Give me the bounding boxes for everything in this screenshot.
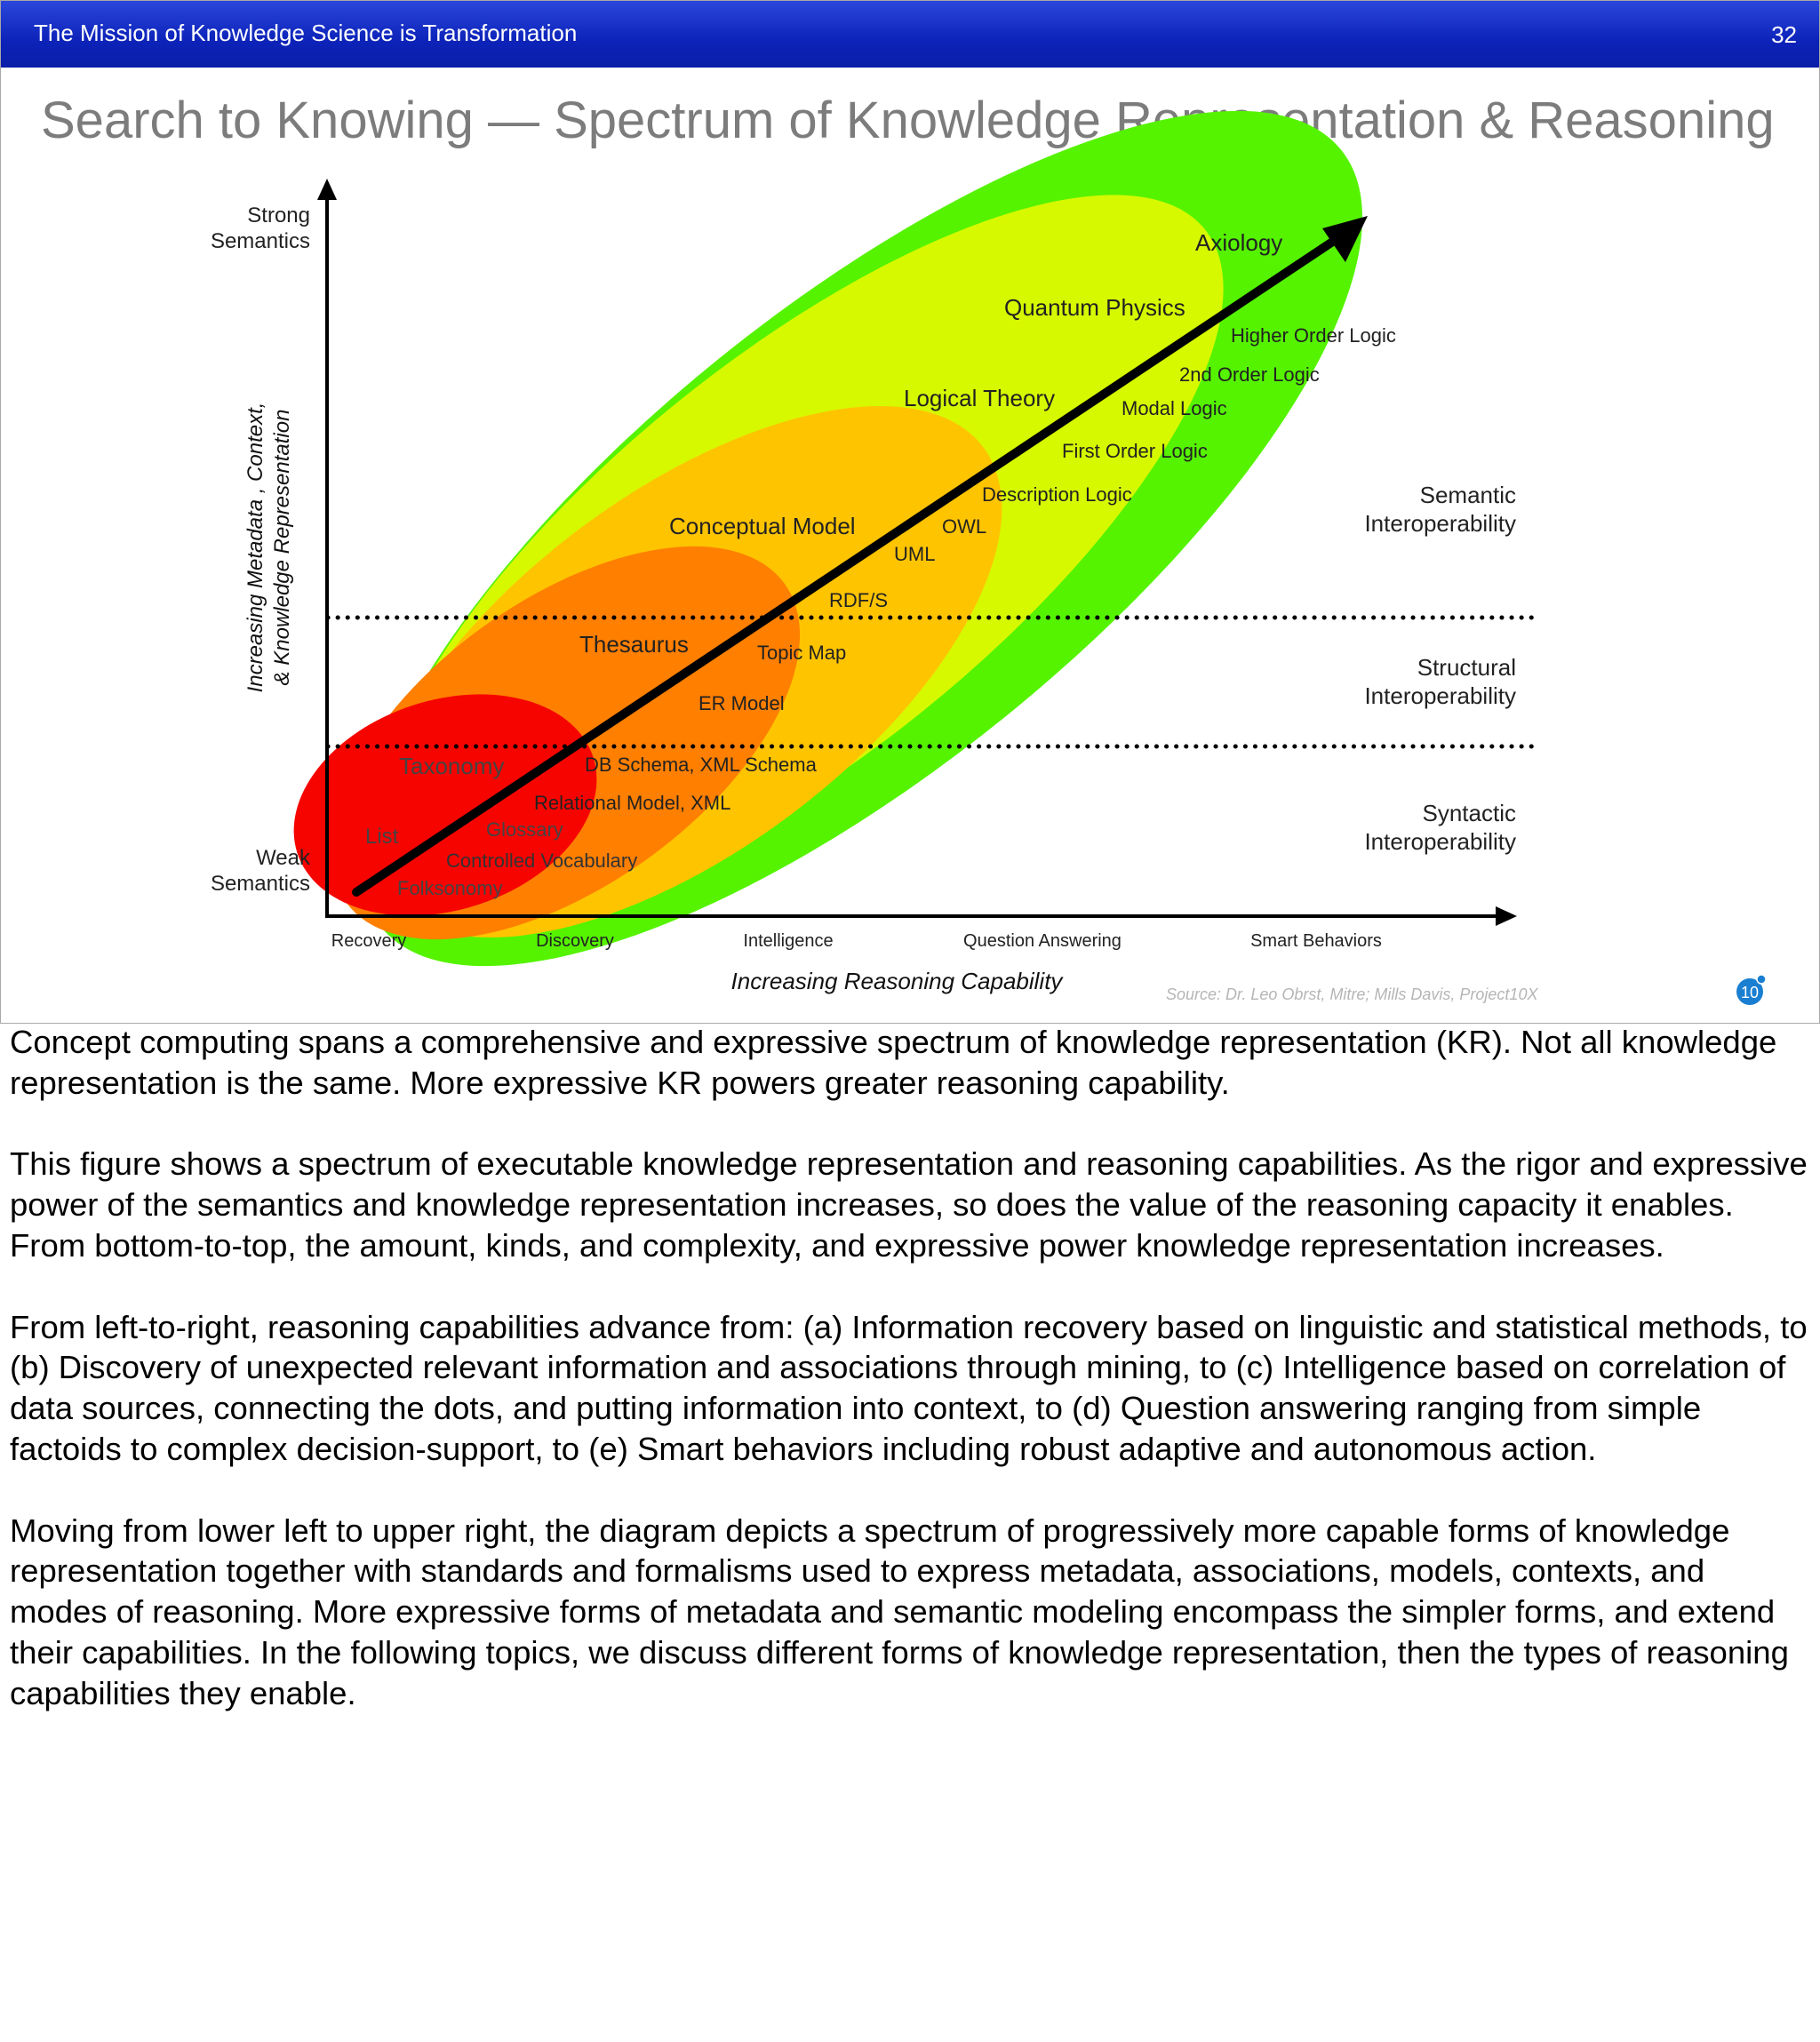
formalism-owl: OWL [942,515,987,538]
formalism-higher-order-logic: Higher Order Logic [1231,324,1396,347]
y-axis-label-line2: & Knowledge Representation [270,409,294,686]
formalism-modal-logic: Modal Logic [1122,397,1227,419]
structural-interop-line2: Interoperability [1364,682,1516,709]
page-number: 32 [1771,21,1797,48]
source-credit: Source: Dr. Leo Obrst, Mitre; Mills Davis, Project10X [1166,985,1538,1003]
strong-semantics-line1: Strong [247,203,310,227]
project10x-logo-text: 10 [1740,984,1760,1001]
x-axis-category: Recovery [331,931,407,951]
region-label-list: List [365,825,399,849]
formalism-controlled-vocabulary: Controlled Vocabulary [446,850,638,872]
formalism-db-schema: DB Schema, XML Schema [585,754,817,776]
weak-semantics-line2: Semantics [210,872,310,896]
semantic-interop-line1: Semantic [1419,482,1516,508]
formalism-rdf-s: RDF/S [829,589,888,611]
x-axis-label: Increasing Reasoning Capability [730,968,1063,994]
formalism-2nd-order-logic: 2nd Order Logic [1179,363,1320,386]
x-axis-category: Discovery [536,931,614,951]
project10x-logo-dot-icon [1757,975,1766,984]
region-label-axiology: Axiology [1195,229,1283,256]
x-axis-arrow [1496,906,1517,926]
region-label-taxonomy: Taxonomy [399,753,505,779]
notes-paragraph: From left-to-right, reasoning capabilities advance from: (a) Information recovery based on linguistic and statistical methods, to (b) Discovery of unexpected relevant information and associations through mining, to (c) Intelligence based on correlation of data sources, connecting the dots, and putting information into context, to (d) Question answering ranging from simple factoids to complex decision-support, to (e) Smart behaviors including robust adaptive and autonomous action. [10,1308,1808,1467]
y-axis-arrow [317,179,337,200]
slide-title: Search to Knowing — Spectrum of Knowledge Representation & Reasoning [41,92,1775,149]
y-axis-label-line1: Increasing Metadata , Context, [243,402,267,693]
speaker-notes [10,1022,1809,1754]
syntactic-interop-line1: Syntactic [1422,800,1516,826]
region-label-thesaurus: Thesaurus [579,631,689,658]
formalism-relational-model: Relational Model, XML [534,792,731,814]
x-axis-category: Question Answering [963,931,1122,951]
formalism-topic-map: Topic Map [757,642,847,664]
header-title: The Mission of Knowledge Science is Transformation [34,20,578,46]
notes-paragraph: This figure shows a spectrum of executable knowledge representation and reasoning capabilities. As the rigor and expressive power of the semantics and knowledge representation increases, so does the value of the reasoning capacity it enables. From bottom-to-top, the amount, kinds, and complexity, and expressive power knowledge representation increases. [10,1145,1808,1264]
notes-paragraph: Moving from lower left to upper right, the diagram depicts a spectrum of progressively more capable forms of knowledge representation together with standards and formalisms used to express metadata, associations, models, contexts, and modes of reasoning. More expressive forms of metadata and semantic modeling encompass the simpler forms, and extend their capabilities. In the following topics, we discuss different forms of knowledge representation, then the types of reasoning capabilities they enable. [10,1512,1789,1711]
weak-semantics-line1: Weak [256,846,310,870]
notes-paragraph: Concept computing spans a comprehensive and expressive spectrum of knowledge representation (KR). Not all knowledge representation is the same. More expressive KR powers greater reasoning capability. [10,1024,1777,1101]
formalism-folksonomy: Folksonomy [397,877,503,899]
formalism-uml: UML [894,543,936,565]
formalism-glossary: Glossary [486,818,563,841]
strong-semantics-line2: Semantics [210,229,310,253]
kr-spectrum-diagram [1,1,1819,1023]
region-label-logical-theory: Logical Theory [904,385,1056,411]
formalism-description-logic: Description Logic [982,483,1132,506]
formalism-first-order-logic: First Order Logic [1062,440,1208,462]
syntactic-interop-line2: Interoperability [1364,828,1516,855]
structural-interop-line1: Structural [1417,654,1516,681]
formalism-er-model: ER Model [698,692,785,714]
x-axis-category: Smart Behaviors [1250,931,1382,951]
region-label-conceptual-model: Conceptual Model [669,513,856,539]
x-axis-category: Intelligence [743,931,834,951]
semantic-interop-line2: Interoperability [1364,510,1516,537]
region-label-quantum-physics: Quantum Physics [1004,294,1185,321]
